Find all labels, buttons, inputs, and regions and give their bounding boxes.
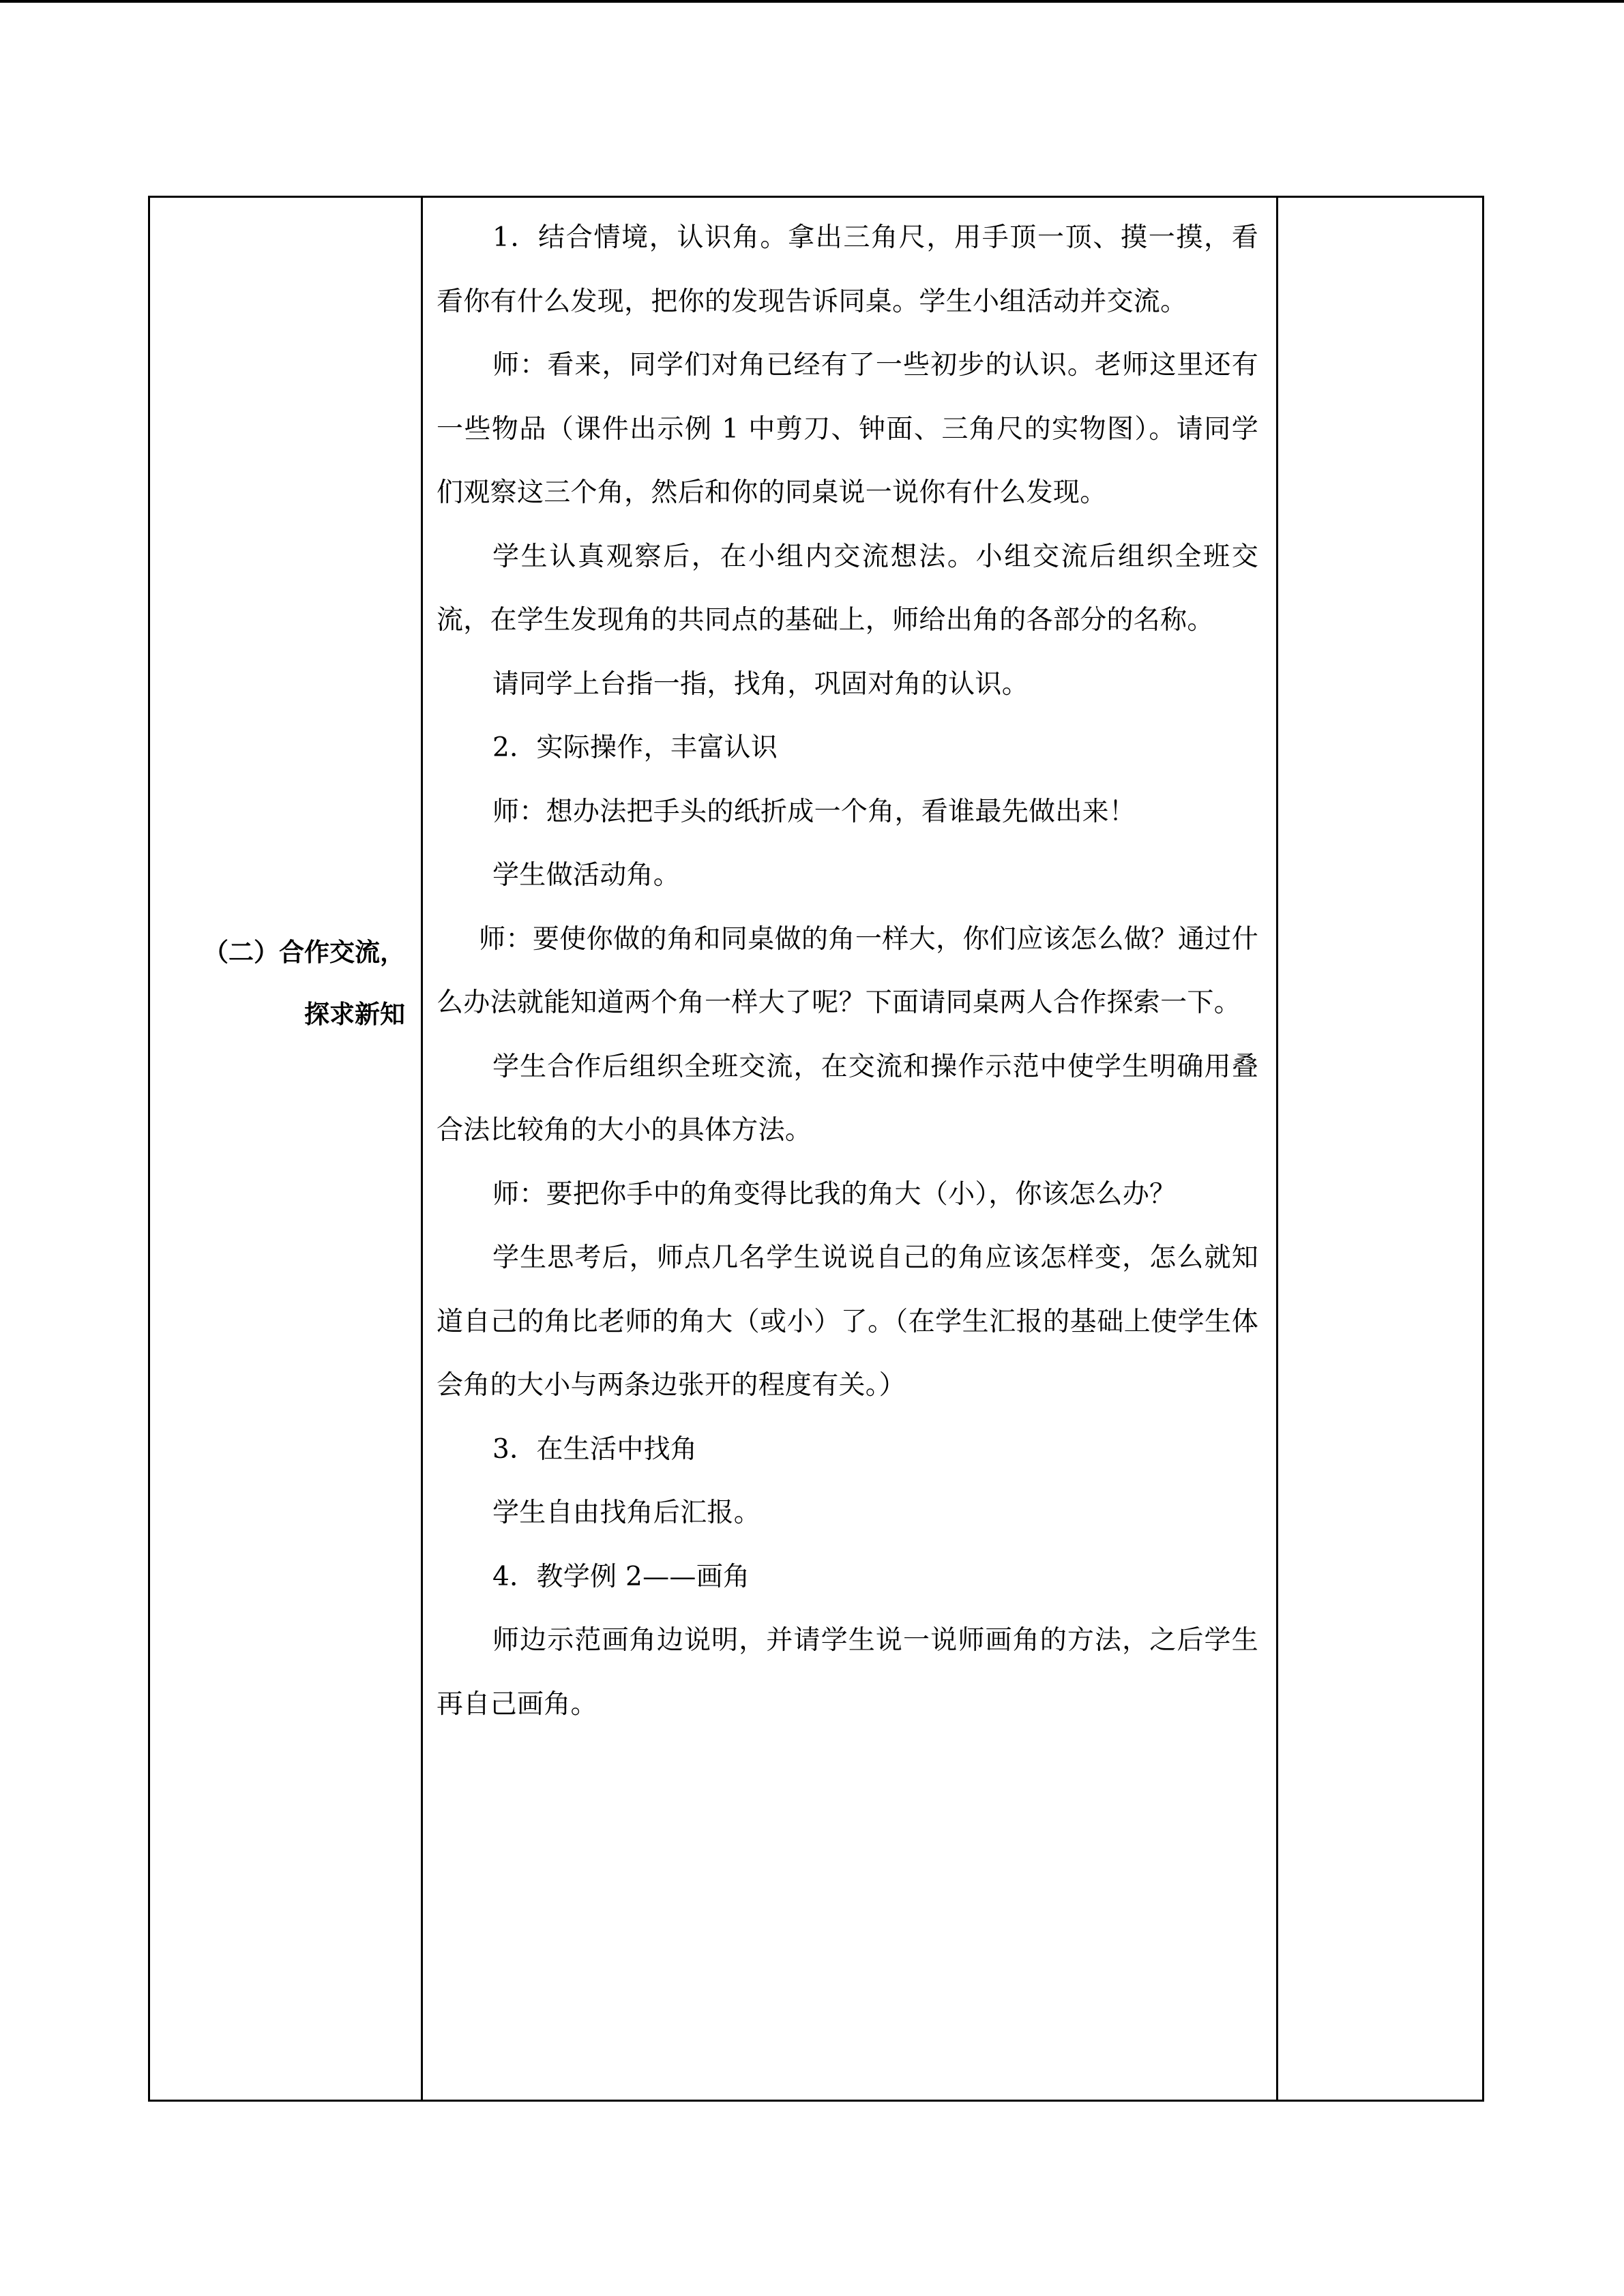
paragraph: 3．在生活中找角 [492,1433,698,1465]
paragraph: 师边示范画角边说明，并请学生说一说师画角的方法，之后学生再自己画角。 [437,1625,1258,1720]
stage-title-line1: （二）合作交流， [203,938,405,967]
notes-cell [1278,198,1482,2100]
content-cell [423,198,1276,2100]
paragraph: 师：想办法把手头的纸折成一个角，看谁最先做出来！ [492,796,1136,827]
paragraph: 学生思考后，师点几名学生说说自己的角应该怎样变，怎么就知道自己的角比老师的角大（或小）了。（在学生汇报的基础上使学生体会角的大小与两条边张开的程度有关。） [437,1242,1258,1401]
paragraph: 学生自由找角后汇报。 [492,1497,761,1528]
stage-title [173,921,405,1045]
paragraph: 师：要使你做的角和同桌做的角一样大，你们应该怎么做？通过什么办法就能知道两个角一样大了呢？下面请同桌两人合作探索一下。 [437,923,1258,1018]
paragraph: 师：要把你手中的角变得比我的角大（小），你该怎么办？ [492,1178,1177,1210]
paragraph: 请同学上台指一指，找角，巩固对角的认识。 [492,668,1029,700]
paragraph: 2．实际操作，丰富认识 [492,732,778,763]
lesson-plan-table [148,196,1484,2102]
teaching-process-text [437,206,1258,1736]
paragraph: 学生认真观察后，在小组内交流想法。小组交流后组织全班交流，在学生发现角的共同点的基础上，师给出角的各部分的名称。 [437,541,1258,636]
paragraph: 学生合作后组织全班交流，在交流和操作示范中使学生明确用叠合法比较角的大小的具体方法。 [437,1051,1258,1146]
paragraph: 师：看来，同学们对角已经有了一些初步的认识。老师这里还有一些物品（课件出示例 1 中剪刀、钟面、三角尺的实物图）。请同学们观察这三个角，然后和你的同桌说一说你有什么发现。 [437,350,1258,508]
paragraph: 1．结合情境，认识角。拿出三角尺，用手顶一顶、摸一摸，看看你有什么发现，把你的发现告诉同桌。学生小组活动并交流。 [437,222,1258,317]
stage-cell [150,198,421,2100]
page-top-border [0,0,1624,3]
stage-title-line2: 探求新知 [304,1000,405,1029]
paragraph: 学生做活动角。 [492,860,681,891]
paragraph: 4．教学例 2——画角 [492,1561,750,1592]
